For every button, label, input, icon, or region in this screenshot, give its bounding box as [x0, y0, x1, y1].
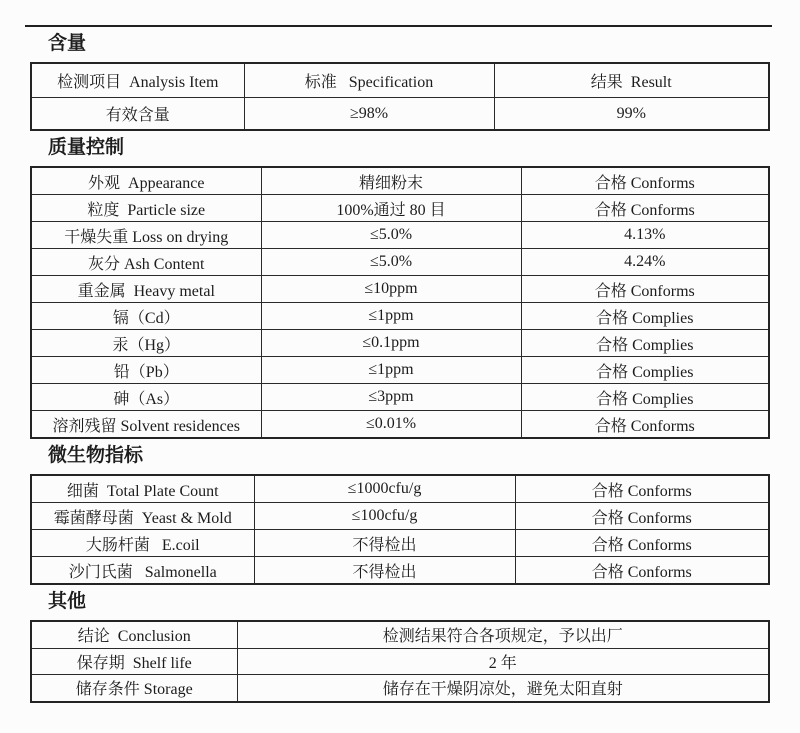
- result-cell: 合格 Conforms: [515, 503, 769, 530]
- result-cell: 合格 Complies: [521, 384, 769, 411]
- specification-cell: ≤1000cfu/g: [254, 475, 515, 503]
- analysis-item-cell: 灰分 Ash Content: [31, 249, 261, 276]
- specification-cell: 不得检出: [254, 530, 515, 557]
- analysis-item-cell: 沙门氏菌 Salmonella: [31, 557, 254, 585]
- specification-cell: 100%通过 80 目: [261, 195, 521, 222]
- top-divider: [25, 25, 772, 27]
- result-cell: 合格 Complies: [521, 303, 769, 330]
- value-cell: 检测结果符合各项规定，予以出厂: [237, 621, 769, 648]
- result-cell: 4.24%: [521, 249, 769, 276]
- table-row: [31, 195, 769, 222]
- section-heading-microbiological: 微生物指标: [48, 445, 144, 466]
- specification-cell: ≤0.01%: [261, 411, 521, 439]
- table-row: [31, 530, 769, 557]
- analysis-item-cell: 霉菌酵母菌 Yeast & Mold: [31, 503, 254, 530]
- table-row: [31, 303, 769, 330]
- table-row: [31, 411, 769, 439]
- table-row: [31, 167, 769, 195]
- value-cell: 储存在干燥阴凉处，避免太阳直射: [237, 675, 769, 702]
- specification-header: 标准 Specification: [244, 63, 494, 98]
- specification-cell: ≤3ppm: [261, 384, 521, 411]
- analysis-item-cell: 铅（Pb）: [31, 357, 261, 384]
- analysis-item-cell: 粒度 Particle size: [31, 195, 261, 222]
- others-table: [30, 620, 770, 703]
- table-row: [31, 276, 769, 303]
- quality-control-table: [30, 166, 770, 439]
- table-row: [31, 357, 769, 384]
- result-cell: 合格 Conforms: [521, 195, 769, 222]
- specification-cell: ≤10ppm: [261, 276, 521, 303]
- section-heading-others: 其他: [48, 591, 87, 612]
- analysis-item-cell: 镉（Cd）: [31, 303, 261, 330]
- microbiological-table: [30, 474, 770, 585]
- result-cell: 99%: [494, 98, 769, 131]
- section-heading-quality-control: 质量控制: [48, 137, 125, 158]
- analysis-item-cell: 外观 Appearance: [31, 167, 261, 195]
- table-row: [31, 557, 769, 585]
- analysis-item-cell: 有效含量: [31, 98, 244, 131]
- value-cell: 2 年: [237, 648, 769, 675]
- table-row: [31, 503, 769, 530]
- specification-cell: ≤1ppm: [261, 357, 521, 384]
- table-header-row: [31, 63, 769, 98]
- result-cell: 4.13%: [521, 222, 769, 249]
- specification-cell: 不得检出: [254, 557, 515, 585]
- specification-cell: ≤5.0%: [261, 222, 521, 249]
- result-header: 结果 Result: [494, 63, 769, 98]
- table-row: [31, 222, 769, 249]
- analysis-item-cell: 重金属 Heavy metal: [31, 276, 261, 303]
- analysis-item-cell: 保存期 Shelf life: [31, 648, 237, 675]
- specification-cell: ≤5.0%: [261, 249, 521, 276]
- table-row: [31, 249, 769, 276]
- result-cell: 合格 Conforms: [515, 475, 769, 503]
- specification-cell: ≤100cfu/g: [254, 503, 515, 530]
- analysis-item-header: 检测项目 Analysis Item: [31, 63, 244, 98]
- table-row: [31, 384, 769, 411]
- table-row: [31, 621, 769, 648]
- result-cell: 合格 Conforms: [521, 167, 769, 195]
- specification-cell: ≤0.1ppm: [261, 330, 521, 357]
- analysis-item-cell: 大肠杆菌 E.coil: [31, 530, 254, 557]
- result-cell: 合格 Complies: [521, 357, 769, 384]
- table-row: [31, 475, 769, 503]
- result-cell: 合格 Conforms: [515, 530, 769, 557]
- result-cell: 合格 Conforms: [521, 411, 769, 439]
- analysis-item-cell: 溶剂残留 Solvent residences: [31, 411, 261, 439]
- content-table: [30, 62, 770, 131]
- specification-cell: ≤1ppm: [261, 303, 521, 330]
- table-row: [31, 330, 769, 357]
- analysis-item-cell: 汞（Hg）: [31, 330, 261, 357]
- analysis-item-cell: 结论 Conclusion: [31, 621, 237, 648]
- table-row: [31, 675, 769, 702]
- result-cell: 合格 Complies: [521, 330, 769, 357]
- table-row: [31, 98, 769, 131]
- specification-cell: ≥98%: [244, 98, 494, 131]
- section-heading-content: 含量: [48, 33, 87, 54]
- result-cell: 合格 Conforms: [515, 557, 769, 585]
- specification-cell: 精细粉末: [261, 167, 521, 195]
- analysis-item-cell: 细菌 Total Plate Count: [31, 475, 254, 503]
- analysis-item-cell: 干燥失重 Loss on drying: [31, 222, 261, 249]
- result-cell: 合格 Conforms: [521, 276, 769, 303]
- table-row: [31, 648, 769, 675]
- analysis-item-cell: 砷（As）: [31, 384, 261, 411]
- analysis-item-cell: 储存条件 Storage: [31, 675, 237, 702]
